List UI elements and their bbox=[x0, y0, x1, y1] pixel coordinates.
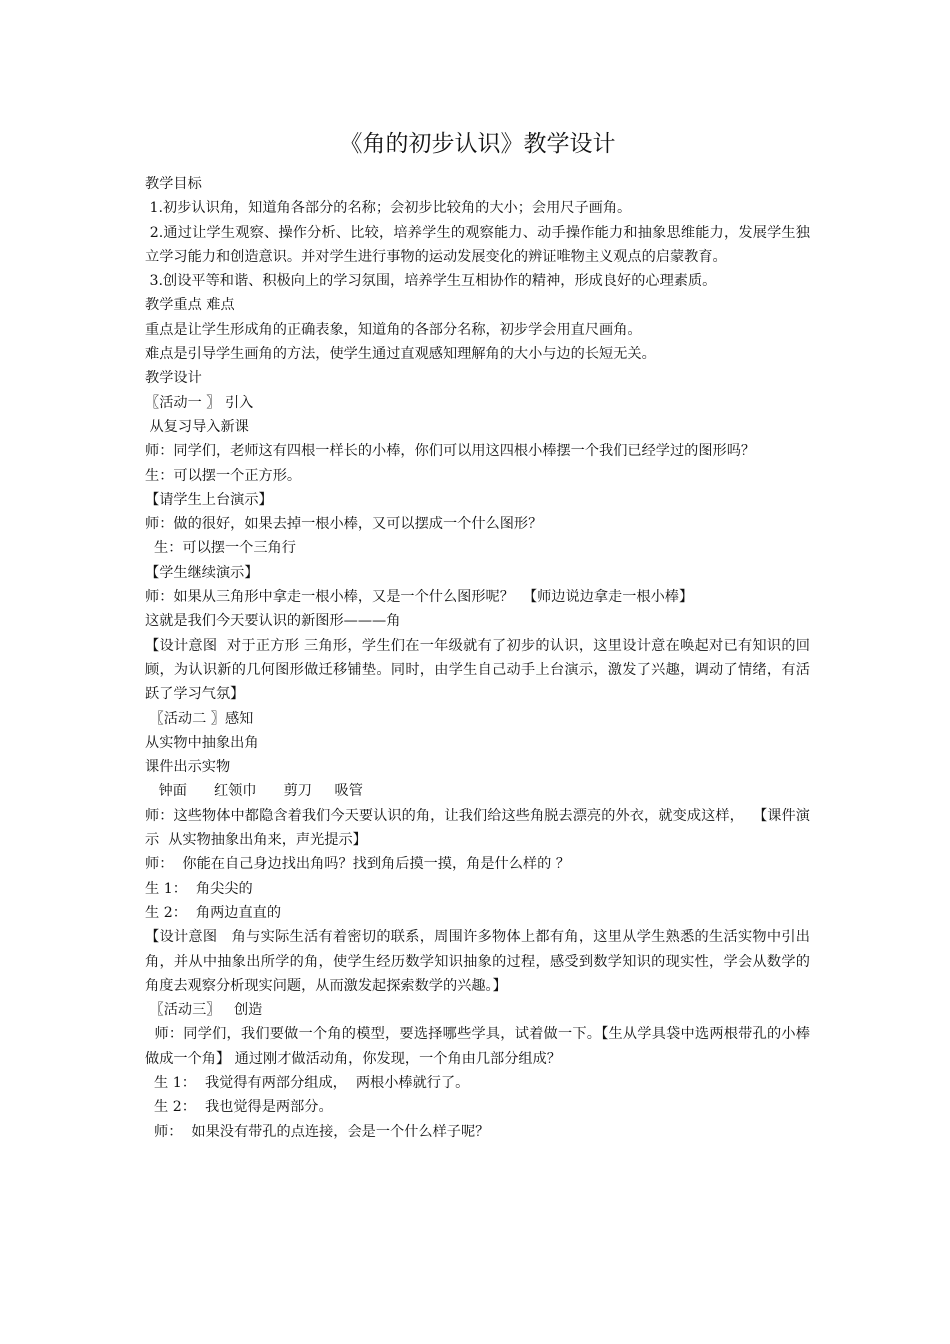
paragraph: 〖活动三〗 创造 bbox=[145, 1002, 263, 1019]
document-page bbox=[145, 128, 810, 1144]
paragraph: 生：可以摆一个三角行 bbox=[145, 540, 296, 557]
paragraph: 师：如果从三角形中拿走一根小棒，又是一个什么图形呢？ 【师边说边拿走一根小棒】 bbox=[145, 589, 694, 606]
paragraph: 【设计意图 对于正方形 三角形，学生们在一年级就有了初步的认识，这里设计意在唤起对已有知识的回顾，为认识新的几何图形做迁移铺垫。同时，由学生自己动手上台演示，激发了兴趣，调动了情绪，有活跃了学习气氛】 bbox=[145, 637, 810, 703]
paragraph: 师：做的很好，如果去掉一根小棒，又可以摆成一个什么图形？ bbox=[145, 516, 543, 533]
paragraph: 教学重点 难点 bbox=[145, 297, 235, 314]
paragraph: 生 1： 我觉得有两部分组成， 两根小棒就行了。 bbox=[145, 1074, 470, 1091]
paragraph: 重点是让学生形成角的正确表象，知道角的各部分名称，初步学会用直尺画角。 bbox=[145, 321, 642, 338]
paragraph: 师：同学们，老师这有四根一样长的小棒，你们可以用这四根小棒摆一个我们已经学过的图形吗？ bbox=[145, 443, 756, 460]
paragraph: 生：可以摆一个正方形。 bbox=[145, 467, 302, 484]
paragraph: 课件出示实物 bbox=[145, 759, 231, 776]
paragraph: 2.通过让学生观察、操作分析、比较，培养学生的观察能力、动手操作能力和抽象思维能力，发展学生独立学习能力和创造意识。并对学生进行事物的运动发展变化的辨证唯物主义观点的启蒙教育。 bbox=[145, 224, 810, 265]
paragraph: 〖活动一 〗 引入 bbox=[145, 394, 254, 411]
paragraph: 【请学生上台演示】 bbox=[145, 491, 273, 508]
paragraph: 生 2： 我也觉得是两部分。 bbox=[145, 1099, 333, 1116]
paragraph: 3.创设平等和谐、积极向上的学习氛围，培养学生互相协作的精神，形成良好的心理素质。 bbox=[145, 273, 717, 290]
paragraph: 1.初步认识角，知道角各部分的名称；会初步比较角的大小；会用尺子画角。 bbox=[145, 200, 632, 217]
paragraph: 师：这些物体中都隐含着我们今天要认识的角，让我们给这些角脱去漂亮的外衣，就变成这样， 【课件演示 从实物抽象出角来，声光提示】 bbox=[145, 807, 810, 849]
paragraph: 难点是引导学生画角的方法，使学生通过直观感知理解角的大小与边的长短无关。 bbox=[145, 346, 656, 363]
document-body bbox=[145, 172, 810, 1144]
paragraph: 〖活动二 〗感知 bbox=[145, 710, 254, 727]
paragraph: 师： 你能在自己身边找出角吗？找到角后摸一摸，角是什么样的 ？ bbox=[145, 856, 570, 873]
paragraph: 师：同学们，我们要做一个角的模型，要选择哪些学具，试着做一下。【生从学具袋中选两根带孔的小棒做成一个角】 通过刚才做活动角，你发现，一个角由几部分组成？ bbox=[145, 1026, 810, 1067]
paragraph: 师： 如果没有带孔的点连接，会是一个什么样子呢？ bbox=[145, 1123, 490, 1140]
paragraph: 教学设计 bbox=[145, 370, 202, 387]
paragraph: 钟面 红领巾 剪刀 吸管 bbox=[145, 783, 363, 800]
paragraph: 生 2： 角两边直直的 bbox=[145, 904, 282, 921]
paragraph: 【学生继续演示】 bbox=[145, 564, 259, 581]
paragraph: 生 1： 角尖尖的 bbox=[145, 880, 253, 897]
paragraph: 从复习导入新课 bbox=[145, 418, 249, 435]
paragraph: 从实物中抽象出角 bbox=[145, 734, 259, 751]
paragraph: 教学目标 bbox=[145, 176, 202, 192]
paragraph: 这就是我们今天要认识的新图形———角 bbox=[145, 613, 401, 630]
document-title: 《角的初步认识》教学设计 bbox=[339, 131, 616, 157]
paragraph: 【设计意图 角与实际生活有着密切的联系，周围许多物体上都有角，这里从学生熟悉的生活实物中引出角，并从中抽象出所学的角，使学生经历数学知识抽象的过程，感受到数学知识的现实性，学会从数学的角度去观察分析现实问题，从而激发起探索数学的兴趣。】 bbox=[145, 929, 810, 994]
